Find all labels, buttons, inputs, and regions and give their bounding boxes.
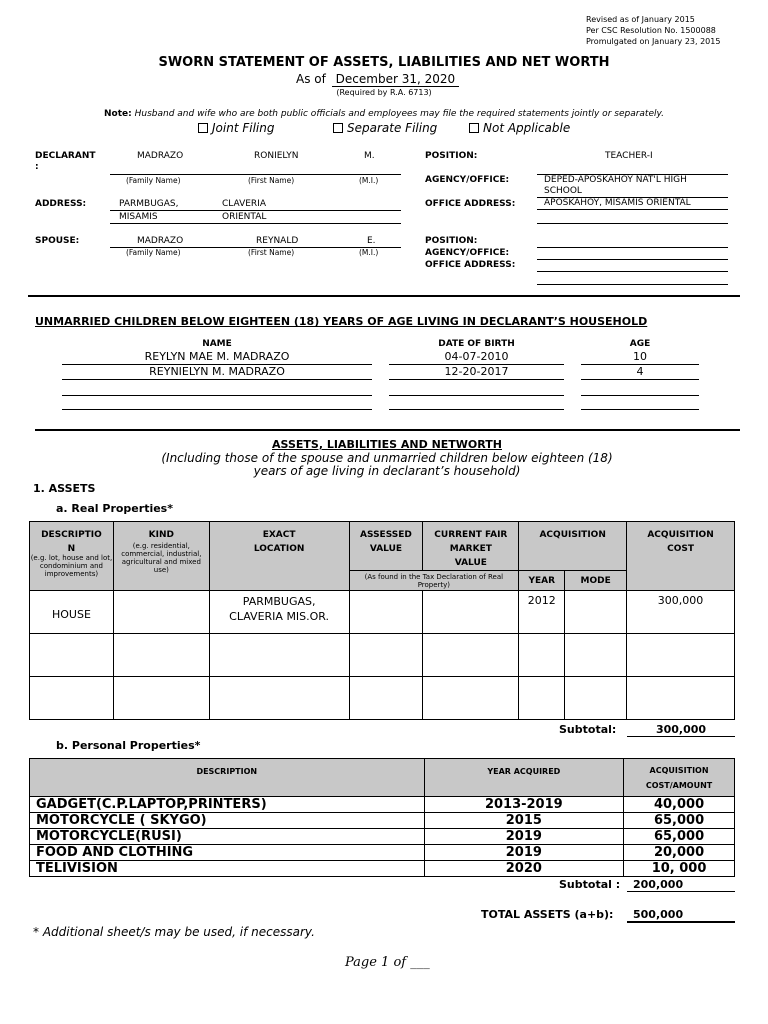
child-line — [389, 395, 564, 396]
real-properties-table — [29, 521, 735, 720]
header-location — [209, 522, 349, 591]
csc-resolution: Per CSC Resolution No. 1500088 — [586, 26, 716, 35]
child-line — [389, 409, 564, 410]
location-header: LOCATION — [253, 544, 305, 554]
table-row — [30, 634, 735, 677]
spouse-office-address-label: OFFICE ADDRESS: — [425, 260, 516, 270]
real-kind — [113, 591, 209, 634]
declarant-mi: M. — [364, 151, 375, 161]
kind-header: KIND — [148, 530, 174, 540]
as-of-line — [296, 72, 459, 87]
separate-filing-option[interactable] — [333, 121, 437, 135]
child-line — [581, 379, 699, 380]
table-row — [30, 591, 735, 634]
child-1-name: REYLYN MAE M. MADRAZO — [144, 350, 290, 363]
pp-year: 2019 — [424, 829, 624, 845]
real-year: 2012 — [519, 591, 565, 634]
child-1-age: 10 — [633, 350, 647, 363]
page-title: SWORN STATEMENT OF ASSETS, LIABILITIES AND NET WORTH — [158, 55, 610, 70]
declarant-family-name: MADRAZO — [137, 151, 184, 161]
required-by: (Required by R.A. 6713) — [336, 88, 432, 97]
child-2-age: 4 — [636, 365, 644, 378]
spouse-label: SPOUSE: — [35, 236, 80, 246]
real-description: HOUSE — [30, 591, 114, 634]
spouse-office-line2 — [537, 284, 728, 285]
spouse-mi: E. — [367, 236, 376, 246]
children-col-name: NAME — [202, 339, 232, 349]
pp-year: 2013-2019 — [424, 797, 624, 813]
first-name-caption: (First Name) — [248, 176, 295, 185]
pp-cost: 40,000 — [624, 797, 735, 813]
address-label: ADDRESS: — [35, 199, 87, 209]
pp-cost: 10, 000 — [624, 861, 735, 877]
position-label: POSITION: — [425, 151, 478, 161]
child-line — [62, 409, 372, 410]
header-fair-value — [423, 522, 519, 571]
mi-caption: (M.I.) — [359, 176, 379, 185]
child-line — [581, 364, 699, 365]
spouse-family-name: MADRAZO — [137, 236, 184, 246]
real-location-2: CLAVERIA MIS.OR. — [229, 610, 330, 623]
child-line — [62, 379, 372, 380]
pp-year: 2019 — [424, 845, 624, 861]
pp-cost: 20,000 — [624, 845, 735, 861]
address-line1b: CLAVERIA — [222, 199, 266, 209]
spouse-position-label: POSITION: — [425, 236, 478, 246]
declarant-position: TEACHER-I — [605, 151, 653, 161]
real-subtotal-value: 300,000 — [627, 723, 735, 737]
spouse-first-name: REYNALD — [256, 236, 299, 246]
office-address-line2 — [537, 223, 728, 224]
promulgation-date: Promulgated on January 23, 2015 — [586, 37, 721, 46]
spouse-office-line — [537, 271, 728, 272]
child-2-name: REYNIELYN M. MADRAZO — [149, 365, 285, 378]
spouse-family-caption: (Family Name) — [126, 248, 181, 257]
pp-cost: 65,000 — [624, 813, 735, 829]
header-kind — [113, 522, 209, 591]
as-of-label: As of — [296, 72, 326, 86]
real-mode — [565, 591, 627, 634]
child-1-dob: 04-07-2010 — [444, 350, 509, 363]
joint-filing-option[interactable] — [198, 121, 274, 135]
header-description — [30, 522, 114, 591]
real-cost: 300,000 — [627, 591, 735, 634]
header-assessed — [349, 522, 423, 571]
pp-cost-header-2: COST/AMOUNT — [645, 781, 713, 790]
year-header: YEAR — [519, 571, 565, 591]
pp-description: TELIVISION — [30, 861, 425, 877]
pp-year: 2020 — [424, 861, 624, 877]
pp-cost-header-1: ACQUISITION — [649, 766, 709, 775]
joint-filing-label: Joint Filing — [212, 121, 275, 135]
fair-header-2: MARKET — [449, 544, 492, 554]
total-assets-value: 500,000 — [627, 908, 735, 923]
fair-header-3: VALUE — [454, 558, 487, 568]
real-properties-label: a. Real Properties* — [56, 502, 173, 515]
personal-properties-table — [29, 758, 735, 877]
cost-header-1: ACQUISITION — [647, 530, 714, 540]
declarant-first-name: RONIELYN — [254, 151, 299, 161]
agency-label: AGENCY/OFFICE: — [425, 175, 510, 185]
table-row — [30, 829, 735, 845]
table-row — [30, 813, 735, 829]
children-col-dob: DATE OF BIRTH — [438, 339, 515, 349]
acquisition-header: ACQUISITION — [539, 530, 606, 540]
spouse-mi-caption: (M.I.) — [359, 248, 379, 257]
table-row — [30, 861, 735, 877]
spouse-first-caption: (First Name) — [248, 248, 295, 257]
separate-filing-label: Separate Filing — [347, 121, 438, 135]
personal-subtotal-label: Subtotal : — [559, 878, 621, 891]
table-row — [30, 677, 735, 720]
section-divider — [28, 295, 740, 297]
declarant-label: DECLARANT — [35, 151, 96, 161]
child-line — [389, 379, 564, 380]
real-assessed — [349, 591, 423, 634]
pp-description: FOOD AND CLOTHING — [30, 845, 425, 861]
note-text: Husband and wife who are both public officials and employees may file the required statements jointly or separately. — [134, 109, 664, 119]
real-location-1: PARMBUGAS, — [242, 595, 316, 608]
description-note: (e.g. lot, house and lot, condominium and improvements) — [30, 554, 113, 578]
office-address-line — [537, 209, 728, 210]
footnote: * Additional sheet/s may be used, if necessary. — [33, 925, 315, 939]
mode-header: MODE — [565, 571, 627, 591]
pp-header-cost — [624, 759, 735, 797]
declarant-colon: : — [35, 162, 39, 172]
as-of-date: December 31, 2020 — [332, 72, 459, 87]
assets-heading: ASSETS, LIABILITIES AND NETWORTH — [272, 438, 502, 451]
child-line — [581, 409, 699, 410]
description-header-1: DESCRIPTIO — [41, 530, 102, 540]
filing-note — [0, 109, 768, 119]
joint-filing-checkbox[interactable] — [198, 123, 208, 133]
pp-header-description: DESCRIPTION — [30, 759, 425, 797]
declarant-office-address: APOSKAHOY, MISAMIS ORIENTAL — [544, 198, 691, 208]
spouse-agency-line — [537, 259, 728, 260]
revision-note — [586, 14, 734, 47]
kind-note: (e.g. residential, commercial, industrial, agricultural and mixed use) — [121, 542, 202, 574]
declarant-agency-2: SCHOOL — [544, 186, 582, 196]
section-divider-2 — [35, 429, 740, 431]
description-header-2: N — [67, 544, 76, 554]
assets-sub1: (Including those of the spouse and unmarried children below eighteen (18) — [161, 451, 613, 465]
spouse-position-line — [537, 247, 728, 248]
revision-date: Revised as of January 2015 — [586, 15, 695, 24]
real-fair — [423, 591, 519, 634]
assessed-header-2: VALUE — [369, 544, 403, 554]
personal-subtotal-value: 200,000 — [627, 878, 735, 892]
declarant-agency-1: DEPED-APOSKAHOY NAT'L HIGH — [544, 175, 687, 185]
assessed-header-1: ASSESSED — [360, 530, 412, 540]
not-applicable-checkbox[interactable] — [469, 123, 479, 133]
table-row — [30, 797, 735, 813]
pp-cost: 65,000 — [624, 829, 735, 845]
total-assets-label: TOTAL ASSETS (a+b): — [481, 908, 614, 921]
assets-section: 1. ASSETS — [33, 482, 96, 495]
pp-description: MOTORCYCLE(RUSI) — [30, 829, 425, 845]
not-applicable-option[interactable] — [469, 121, 570, 135]
family-name-caption: (Family Name) — [126, 176, 181, 185]
children-col-age: AGE — [629, 339, 651, 349]
address-line2 — [110, 223, 401, 224]
address-line1 — [110, 210, 401, 211]
office-address-label: OFFICE ADDRESS: — [425, 199, 516, 209]
real-subtotal-label: Subtotal: — [559, 723, 617, 736]
assets-sub2: years of age living in declarant’s household) — [253, 464, 521, 478]
children-heading: UNMARRIED CHILDREN BELOW EIGHTEEN (18) YEARS OF AGE LIVING IN DECLARANT’S HOUSEHOLD — [35, 315, 648, 328]
child-line — [62, 395, 372, 396]
table-row — [30, 845, 735, 861]
personal-properties-label: b. Personal Properties* — [56, 739, 201, 752]
tax-note: (As found in the Tax Declaration of Real Property) — [349, 571, 519, 591]
address-line2a: MISAMIS — [119, 212, 158, 222]
note-label: Note: — [104, 109, 132, 119]
child-2-dob: 12-20-2017 — [444, 365, 509, 378]
spouse-agency-label: AGENCY/OFFICE: — [425, 248, 510, 258]
declarant-name-line — [110, 174, 401, 175]
address-line2b: ORIENTAL — [222, 212, 267, 222]
fair-header-1: CURRENT FAIR — [434, 530, 508, 540]
pp-description: MOTORCYCLE ( SKYGO) — [30, 813, 425, 829]
address-line1a: PARMBUGAS, — [119, 199, 179, 209]
pp-year: 2015 — [424, 813, 624, 829]
child-line — [62, 364, 372, 365]
separate-filing-checkbox[interactable] — [333, 123, 343, 133]
pp-description: GADGET(C.P.LAPTOP,PRINTERS) — [30, 797, 425, 813]
header-acquisition — [519, 522, 627, 571]
pp-header-year: YEAR ACQUIRED — [424, 759, 624, 797]
child-line — [581, 395, 699, 396]
page-number: Page 1 of ___ — [345, 955, 430, 970]
header-cost — [627, 522, 735, 591]
child-line — [389, 364, 564, 365]
not-applicable-label: Not Applicable — [483, 121, 571, 135]
exact-header: EXACT — [262, 530, 296, 540]
cost-header-2: COST — [667, 544, 694, 554]
real-location — [209, 591, 349, 634]
